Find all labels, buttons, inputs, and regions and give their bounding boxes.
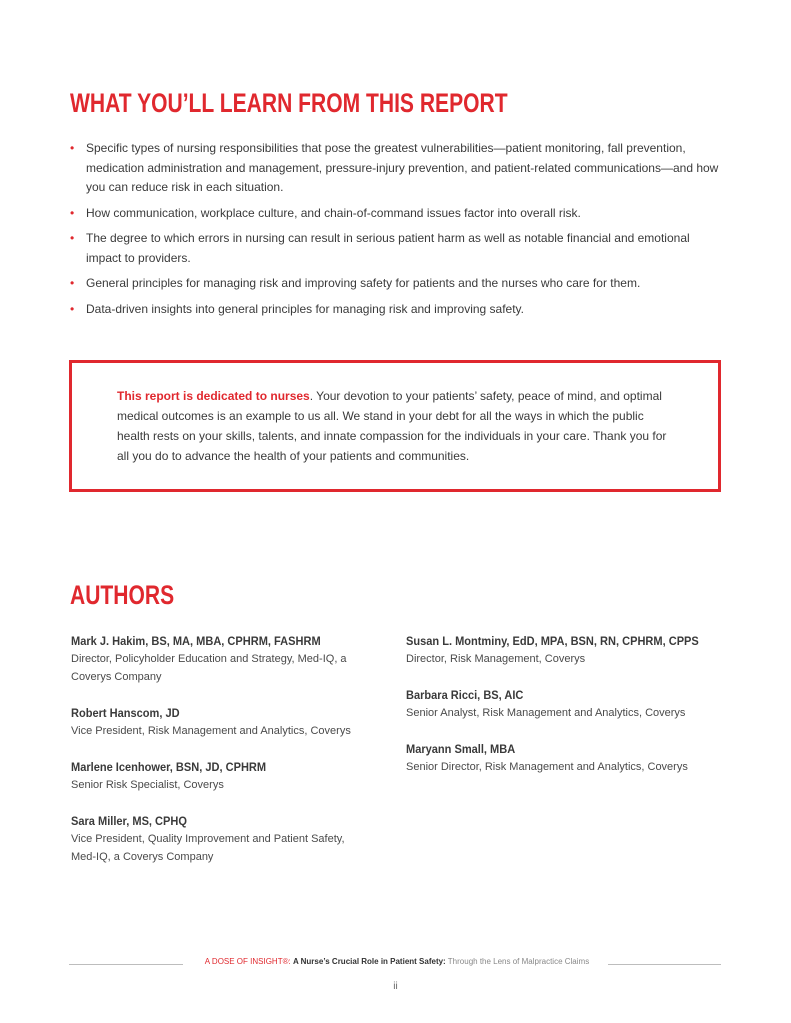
bullet-icon: • bbox=[70, 205, 75, 220]
dedication-text bbox=[117, 386, 677, 466]
list-item bbox=[70, 229, 720, 268]
author-role: Senior Director, Risk Management and Analytics, Coverys bbox=[406, 761, 688, 773]
authors-section-title: AUTHORS bbox=[70, 580, 175, 610]
footer-report-title: A Nurse’s Crucial Role in Patient Safety: bbox=[292, 957, 446, 966]
author-entry bbox=[71, 758, 371, 794]
footer-running-title bbox=[195, 957, 599, 966]
list-item bbox=[70, 274, 720, 294]
learn-bullet-list bbox=[70, 139, 720, 325]
author-entry bbox=[406, 740, 706, 776]
bullet-icon: • bbox=[70, 301, 75, 316]
author-role: Vice President, Risk Management and Analytics, Coverys bbox=[71, 725, 351, 737]
author-role: Director, Risk Management, Coverys bbox=[406, 653, 586, 665]
author-entry bbox=[71, 812, 371, 866]
author-entry bbox=[406, 686, 706, 722]
footer-brand: A DOSE OF INSIGHT®: bbox=[204, 957, 293, 966]
bullet-text: The degree to which errors in nursing can result in serious patient harm as well as notable financial and emotional impact to providers. bbox=[86, 231, 690, 265]
list-item bbox=[70, 300, 720, 320]
footer-subtitle: Through the Lens of Malpractice Claims bbox=[445, 957, 590, 966]
dedication-body: . Your devotion to your patients’ safety, peace of mind, and optimal medical outcomes is an example to us all. We stand in your debt for all the ways in which the public health rests on your skills, talents, and innate compassion for the individuals in your care. Thank you for all you do to advance the health of your patients and communities. bbox=[117, 389, 667, 463]
author-role: Vice President, Quality Improvement and Patient Safety, Med-IQ, a Coverys Company bbox=[71, 833, 345, 863]
page-number: ii bbox=[393, 981, 398, 992]
list-item bbox=[70, 139, 720, 198]
author-entry bbox=[71, 704, 371, 740]
bullet-text: Data-driven insights into general principles for managing risk and improving safety. bbox=[86, 301, 524, 316]
author-role: Senior Risk Specialist, Coverys bbox=[71, 779, 224, 791]
footer-divider-left bbox=[69, 964, 183, 965]
authors-right-column bbox=[406, 632, 706, 794]
bullet-text: How communication, workplace culture, and chain-of-command issues factor into overall risk. bbox=[86, 205, 581, 220]
bullet-icon: • bbox=[70, 231, 75, 245]
bullet-icon: • bbox=[70, 141, 75, 155]
footer-divider-right bbox=[608, 964, 721, 965]
bullet-text: Specific types of nursing responsibilities that pose the greatest vulnerabilities—patient monitoring, fall prevention, medication administration and management, pressure-injury prevention, and patient-related communications—and how you can reduce risk in each situation. bbox=[86, 141, 719, 194]
learn-section-title: WHAT YOU’LL LEARN FROM THIS REPORT bbox=[70, 88, 508, 118]
bullet-icon: • bbox=[70, 276, 75, 290]
list-item bbox=[70, 204, 720, 224]
author-role: Senior Analyst, Risk Management and Analytics, Coverys bbox=[406, 707, 686, 719]
author-entry bbox=[71, 632, 371, 686]
author-name: Sara Miller, MS, CPHQ bbox=[71, 814, 187, 828]
author-name: Mark J. Hakim, BS, MA, MBA, CPHRM, FASHRM bbox=[71, 634, 321, 648]
author-name: Marlene Icenhower, BSN, JD, CPHRM bbox=[71, 760, 267, 774]
author-name: Robert Hanscom, JD bbox=[71, 706, 180, 720]
dedication-box bbox=[69, 360, 721, 492]
author-role: Director, Policyholder Education and Strategy, Med-IQ, a Coverys Company bbox=[71, 653, 347, 683]
author-name: Susan L. Montminy, EdD, MPA, BSN, RN, CPHRM, CPPS bbox=[406, 634, 699, 648]
authors-left-column bbox=[71, 632, 371, 884]
author-entry bbox=[406, 632, 706, 668]
author-name: Maryann Small, MBA bbox=[406, 742, 516, 756]
dedication-lead: This report is dedicated to nurses bbox=[117, 389, 310, 403]
bullet-text: General principles for managing risk and improving safety for patients and the nurses who care for them. bbox=[86, 276, 641, 290]
author-name: Barbara Ricci, BS, AIC bbox=[406, 688, 524, 702]
